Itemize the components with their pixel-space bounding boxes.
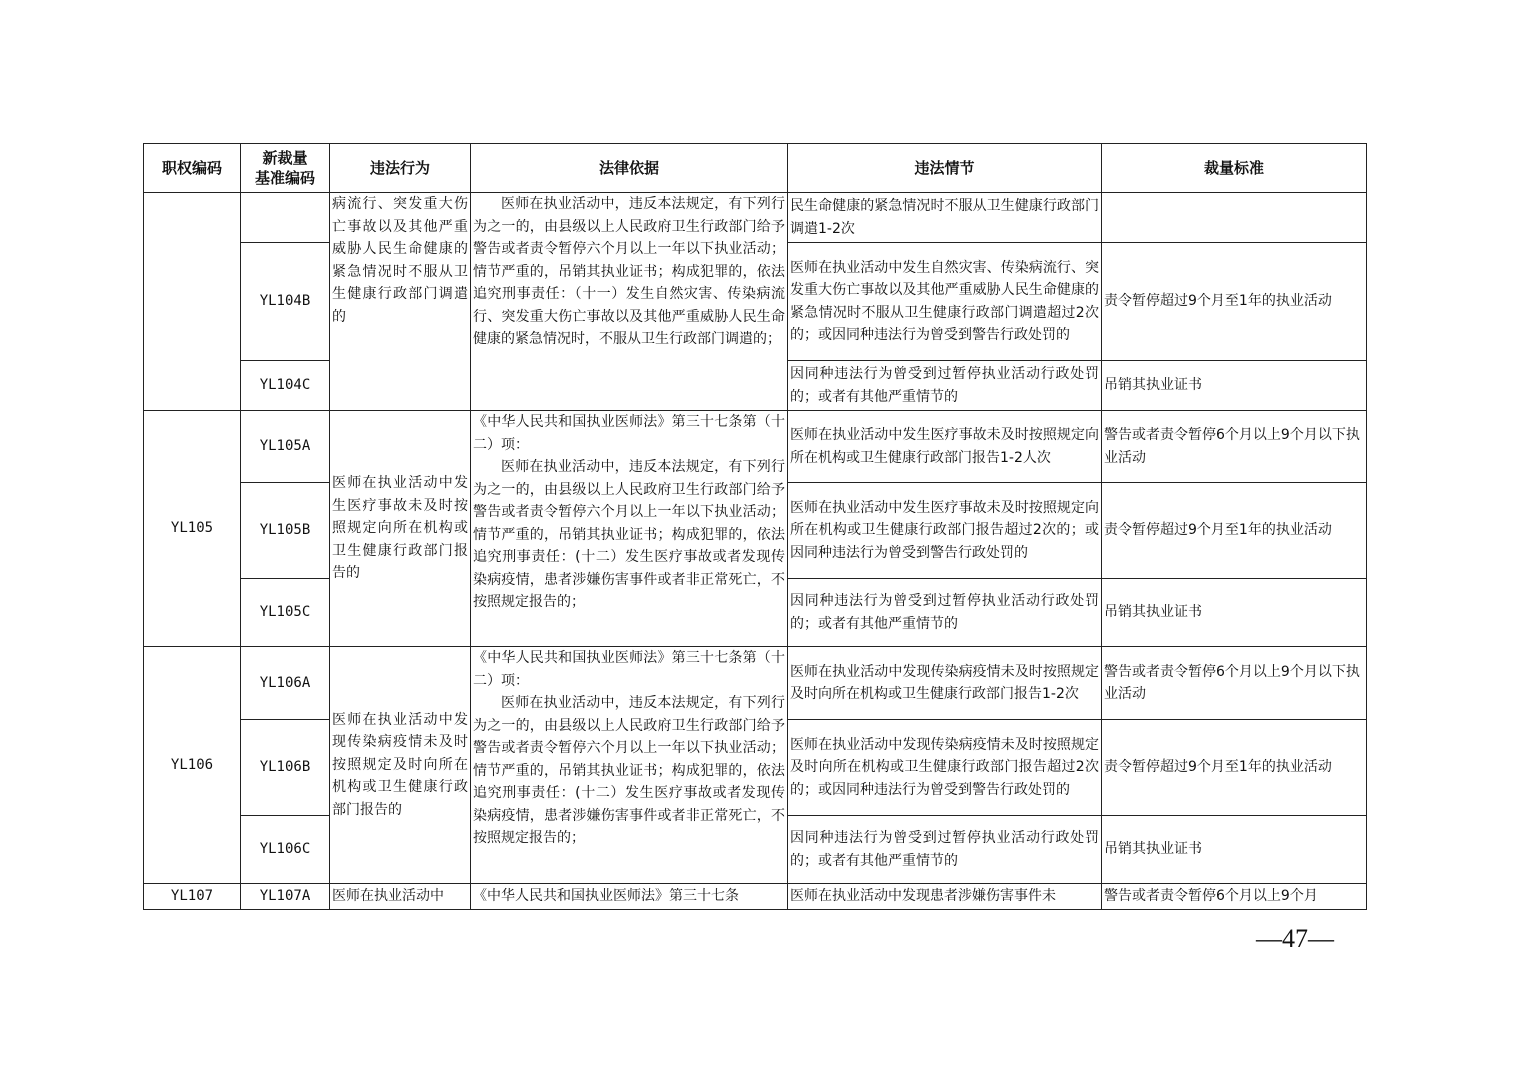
- new-code-cell: YL105C: [241, 579, 330, 647]
- new-code-cell: YL105B: [241, 483, 330, 579]
- legal-basis-cell: 《中华人民共和国执业医师法》第三十七条第（十二）项： 医师在执业活动中，违反本法规定，有下列行为之一的，由县级以上人民政府卫生行政部门给予警告或者责令暂停六个月以上一年以下执业活动；情节严重的，吊销其执业证书；构成犯罪的，依法追究刑事责任：(十二）发生医疗事故或者发现传染病疫情，患者涉嫌伤害事件或者非正常死亡，不按照规定报告的；: [471, 647, 788, 884]
- circumstance-cell: 因同种违法行为曾受到过暂停执业活动行政处罚的；或者有其他严重情节的: [788, 361, 1102, 411]
- new-code-cell: [241, 193, 330, 243]
- new-code-cell: YL104B: [241, 243, 330, 361]
- authority-code-cell: YL105: [144, 411, 241, 647]
- standard-cell: 警告或者责令暂停6个月以上9个月以下执业活动: [1102, 411, 1367, 483]
- table-header-row: [144, 144, 1367, 193]
- table-row: [144, 884, 1367, 910]
- standard-cell: 责令暂停超过9个月至1年的执业活动: [1102, 243, 1367, 361]
- circumstance-cell: 医师在执业活动中发生自然灾害、传染病流行、突发重大伤亡事故以及其他严重威胁人民生命健康的紧急情况时不服从卫生健康行政部门调遣超过2次的；或因同种违法行为曾受到警告行政处罚的: [788, 243, 1102, 361]
- legal-basis-cell: 医师在执业活动中，违反本法规定，有下列行为之一的，由县级以上人民政府卫生行政部门给予警告或者责令暂停六个月以上一年以下执业活动；情节严重的，吊销其执业证书；构成犯罪的，依法追究刑事责任：（十一）发生自然灾害、传染病流行、突发重大伤亡事故以及其他严重威胁人民生命健康的紧急情况时，不服从卫生行政部门调遣的；: [471, 193, 788, 411]
- standard-cell: 吊销其执业证书: [1102, 361, 1367, 411]
- new-code-cell: YL107A: [241, 884, 330, 910]
- header-new-code: 新裁量 基准编码: [241, 144, 330, 193]
- header-authority-code: 职权编码: [144, 144, 241, 193]
- discretion-table: [143, 143, 1367, 910]
- standard-cell: 责令暂停超过9个月至1年的执业活动: [1102, 720, 1367, 816]
- violation-cell: 病流行、突发重大伤亡事故以及其他严重威胁人民生命健康的紧急情况时不服从卫生健康行政部门调遣的: [330, 193, 471, 411]
- circumstance-cell: 因同种违法行为曾受到过暂停执业活动行政处罚的；或者有其他严重情节的: [788, 816, 1102, 884]
- violation-cell: 医师在执业活动中发生医疗事故未及时按照规定向所在机构或卫生健康行政部门报告的: [330, 411, 471, 647]
- header-standard: 裁量标准: [1102, 144, 1367, 193]
- circumstance-cell: 医师在执业活动中发现传染病疫情未及时按照规定及时向所在机构或卫生健康行政部门报告1-2次: [788, 647, 1102, 720]
- circumstance-cell: 医师在执业活动中发现传染病疫情未及时按照规定及时向所在机构或卫生健康行政部门报告超过2次的；或因同种违法行为曾受到警告行政处罚的: [788, 720, 1102, 816]
- authority-code-cell: YL106: [144, 647, 241, 884]
- violation-cell: 医师在执业活动中: [330, 884, 471, 910]
- header-violation: 违法行为: [330, 144, 471, 193]
- standard-cell: 责令暂停超过9个月至1年的执业活动: [1102, 483, 1367, 579]
- violation-cell: 医师在执业活动中发现传染病疫情未及时按照规定及时向所在机构或卫生健康行政部门报告的: [330, 647, 471, 884]
- standard-cell: 警告或者责令暂停6个月以上9个月: [1102, 884, 1367, 910]
- authority-code-cell: YL107: [144, 884, 241, 910]
- legal-basis-cell: 《中华人民共和国执业医师法》第三十七条第（十二）项： 医师在执业活动中，违反本法规定，有下列行为之一的，由县级以上人民政府卫生行政部门给予警告或者责令暂停六个月以上一年以下执业活动；情节严重的，吊销其执业证书；构成犯罪的，依法追究刑事责任：(十二）发生医疗事故或者发现传染病疫情，患者涉嫌伤害事件或者非正常死亡，不按照规定报告的；: [471, 411, 788, 647]
- new-code-cell: YL105A: [241, 411, 330, 483]
- circumstance-cell: 因同种违法行为曾受到过暂停执业活动行政处罚的；或者有其他严重情节的: [788, 579, 1102, 647]
- circumstance-cell: 医师在执业活动中发生医疗事故未及时按照规定向所在机构或卫生健康行政部门报告超过2次的；或因同种违法行为曾受到警告行政处罚的: [788, 483, 1102, 579]
- standard-cell: 警告或者责令暂停6个月以上9个月以下执业活动: [1102, 647, 1367, 720]
- new-code-cell: YL106A: [241, 647, 330, 720]
- standard-cell: [1102, 193, 1367, 243]
- legal-basis-cell: 《中华人民共和国执业医师法》第三十七条: [471, 884, 788, 910]
- header-circumstance: 违法情节: [788, 144, 1102, 193]
- header-legal-basis: 法律依据: [471, 144, 788, 193]
- table-row: [144, 647, 1367, 720]
- new-code-cell: YL104C: [241, 361, 330, 411]
- circumstance-cell: 民生命健康的紧急情况时不服从卫生健康行政部门调遣1-2次: [788, 193, 1102, 243]
- new-code-cell: YL106C: [241, 816, 330, 884]
- circumstance-cell: 医师在执业活动中发现患者涉嫌伤害事件未: [788, 884, 1102, 910]
- authority-code-cell: [144, 193, 241, 411]
- circumstance-cell: 医师在执业活动中发生医疗事故未及时按照规定向所在机构或卫生健康行政部门报告1-2人次: [788, 411, 1102, 483]
- standard-cell: 吊销其执业证书: [1102, 816, 1367, 884]
- new-code-cell: YL106B: [241, 720, 330, 816]
- standard-cell: 吊销其执业证书: [1102, 579, 1367, 647]
- table-row: [144, 411, 1367, 483]
- table-row: [144, 193, 1367, 243]
- page-number: —47—: [1256, 924, 1334, 953]
